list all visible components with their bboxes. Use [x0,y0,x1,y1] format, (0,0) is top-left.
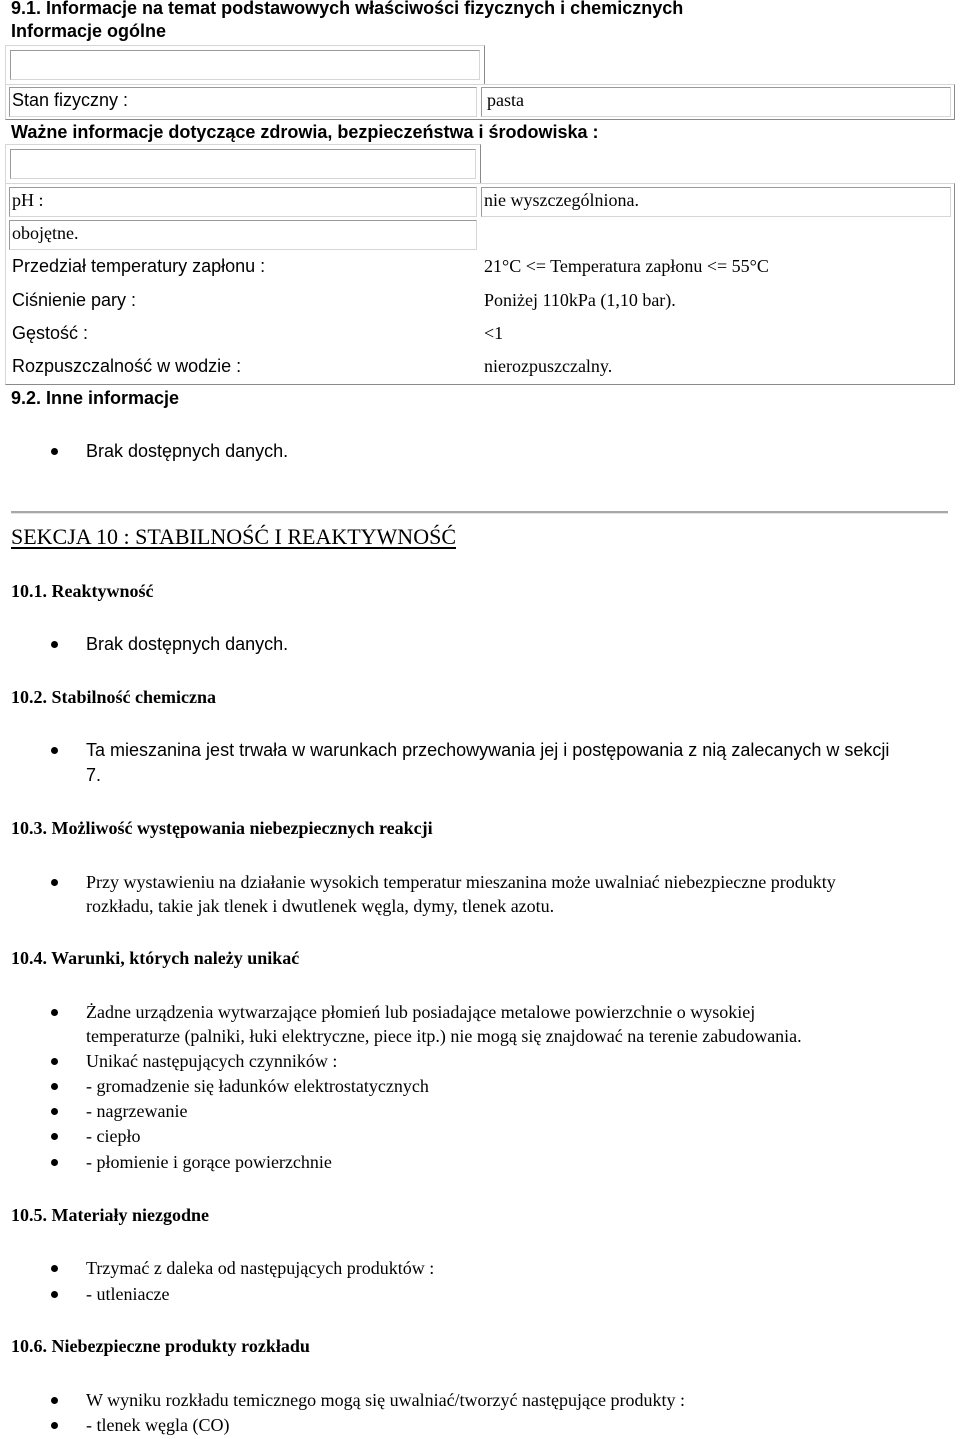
section-10-5-item-1: Trzymać z daleka od następujących produktów : [86,1258,435,1278]
solubility-value: nierozpuszczalny. [484,356,613,376]
bullet-icon [51,747,58,754]
physical-state-table [5,84,955,120]
properties-table [5,183,955,385]
section-10-6-title: 10.6. Niebezpieczne produkty rozkładu [11,1336,310,1356]
section-10-1-item: Brak dostępnych danych. [86,634,289,654]
bullet-icon [51,1108,58,1115]
section-10-4-item-1-line-2: temperaturze (palniki, łuki elektryczne, piece itp.) nie mogą się znajdować na terenie zabudowania. [86,1026,802,1046]
physical-state-value: pasta [487,90,524,110]
physical-state-value-cell [481,87,951,117]
section-10-4-item-1-line-1: Żadne urządzenia wytwarzające płomień lub posiadające metalowe powierzchnie o wysokiej [86,1002,756,1022]
general-info-table [5,45,485,85]
bullet-icon [51,879,58,886]
section-10-3-title: 10.3. Możliwość występowania niebezpiecznych reakcji [11,818,433,838]
section-divider [11,511,948,514]
bullet-icon [51,1291,58,1298]
bullet-icon [51,1009,58,1016]
section-10-4-item-4: - nagrzewanie [86,1101,188,1121]
section-10-4-item-6: - płomienie i gorące powierzchnie [86,1152,332,1172]
section-10-5-title: 10.5. Materiały niezgodne [11,1205,209,1225]
ph-value-2: obojętne. [12,223,79,243]
section-10-title: SEKCJA 10 : STABILNOŚĆ I REAKTYWNOŚĆ [11,524,456,549]
section-9-2-title: 9.2. Inne informacje [11,388,180,408]
bullet-icon [51,1159,58,1166]
section-10-6-item-2: - tlenek węgla (CO) [86,1415,230,1435]
ph-value2-cell [9,220,477,250]
density-value: <1 [484,323,504,343]
section-10-5-item-2: - utleniacze [86,1284,170,1304]
section-10-2-title: 10.2. Stabilność chemiczna [11,687,216,707]
section-10-4-item-2: Unikać następujących czynników : [86,1051,338,1071]
density-label: Gęstość : [12,323,89,343]
bullet-icon [51,1083,58,1090]
section-10-6-item-1: W wyniku rozkładu temicznego mogą się uwalniać/tworzyć następujące produkty : [86,1390,685,1410]
bullet-icon [51,1397,58,1404]
section-9-2-item: Brak dostępnych danych. [86,441,289,461]
solubility-label: Rozpuszczalność w wodzie : [12,356,242,376]
section-10-4-item-5: - ciepło [86,1126,141,1146]
general-info-heading: Informacje ogólne [11,21,167,41]
important-info-heading: Ważne informacje dotyczące zdrowia, bezpieczeństwa i środowiska : [11,122,599,142]
flash-point-value: 21°C <= Temperatura zapłonu <= 55°C [484,256,769,276]
ph-label-cell [9,187,477,217]
important-info-table [5,144,481,184]
section-9-1-title: 9.1. Informacje na temat podstawowych właściwości fizycznych i chemicznych [11,0,684,18]
section-10-2-item-line-2: 7. [86,765,102,785]
ph-value: nie wyszczególniona. [484,190,639,210]
bullet-icon [51,448,58,455]
section-10-1-title: 10.1. Reaktywność [11,581,154,601]
section-10-2-item-line-1: Ta mieszanina jest trwała w warunkach przechowywania jej i postępowania z nią zalecanych w sekcji [86,740,890,760]
section-10-3-item-line-2: rozkładu, takie jak tlenek i dwutlenek węgla, dymy, tlenek azotu. [86,896,555,916]
vapour-pressure-label: Ciśnienie pary : [12,290,137,310]
empty-cell [10,50,480,80]
flash-point-label: Przedział temperatury zapłonu : [12,256,266,276]
section-10-4-item-3: - gromadzenie się ładunków elektrostatycznych [86,1076,429,1096]
section-10-3-item-line-1: Przy wystawieniu na działanie wysokich temperatur mieszanina może uwalniać niebezpieczne produkty [86,872,836,892]
section-10-4-title: 10.4. Warunki, których należy unikać [11,948,300,968]
bullet-icon [51,1422,58,1429]
vapour-pressure-value: Poniżej 110kPa (1,10 bar). [484,290,676,310]
bullet-icon [51,641,58,648]
ph-label: pH : [12,190,44,210]
empty-cell [10,149,476,179]
bullet-icon [51,1265,58,1272]
physical-state-label: Stan fizyczny : [12,90,129,110]
bullet-icon [51,1133,58,1140]
bullet-icon [51,1058,58,1065]
